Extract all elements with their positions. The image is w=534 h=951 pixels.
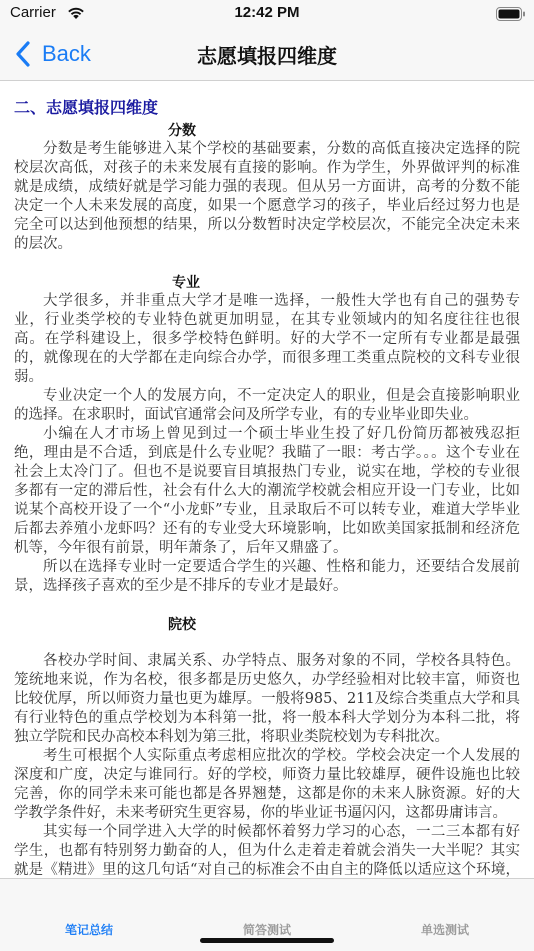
paragraph: 所以在选择专业时一定要适合学生的兴趣、性格和能力，还要结合发展前景，选择孩子喜欢的至少是不排斥的专业才是最好。 bbox=[14, 559, 520, 594]
clock: 12:42 PM bbox=[234, 4, 300, 21]
tab-single-choice-test[interactable]: 单选测试 bbox=[420, 923, 469, 937]
score-heading: 分数 bbox=[168, 123, 196, 139]
tab-short-answer-test[interactable]: 简答测试 bbox=[242, 923, 291, 937]
back-button[interactable] bbox=[14, 38, 91, 70]
battery-icon bbox=[496, 7, 526, 21]
major-heading: 专业 bbox=[172, 275, 200, 291]
status-bar bbox=[0, 0, 534, 28]
paragraph: 专业决定一个人的发展方向，不一定决定人的职业，但是会直接影响职业的选择。在求职时，面试官通常会问及所学专业，有的专业毕业即失业。 bbox=[14, 388, 520, 423]
home-indicator bbox=[200, 938, 334, 943]
paragraph: 小编在人才市场上曾见到过一个硕士毕业生投了好几份简历都被残忍拒绝，理由是不合适，到底是什么专业呢？我瞄了一眼：考古学。。。这个专业在社会上太冷门了。但也不是说要盲目填报热门专业，说实在地，学校的专业很多都有一定的滞后性，社会有什么大的潮流学校就会相应开设一门专业，比如说某个高校开设了一个“小龙虾”专业，且录取后不可以转专业，难道大学毕业后都去养殖小龙虾吗？还有的专业受大环境影响，比如欧美国家抵制和经济危机等，今年很有前景，明年萧条了，后年又鼎盛了。 bbox=[14, 426, 520, 556]
school-heading: 院校 bbox=[168, 617, 196, 633]
tab-notes-summary[interactable]: 笔记总结 bbox=[64, 923, 113, 937]
paragraph: 各校办学时间、隶属关系、办学特点、服务对象的不同，学校各具特色。笼统地来说，作为名校，很多都是历史悠久，办学经验相对比较丰富，师资也比较优厚，所以师资力量也更为雄厚。一般将985、211及综合类重点大学和具有行业特色的重点学校划为本科第一批，将一般本科大学划分为本科二批，将独立学院和民办高校本科划为第三批，将职业类院校划为专科批次。 bbox=[14, 653, 520, 745]
navigation-bar bbox=[0, 28, 534, 81]
paragraph: 分数是考生能够进入某个学校的基础要素，分数的高低直接决定选择的院校层次高低，对孩子的未来发展有直接的影响。作为学生，外界做评判的标准就是成绩，成绩好就是学习能力强的表现。但从另一方面讲，高考的分数不能决定一个人未来发展的高度，如果一个愿意学习的孩子，毕业后经过努力也是完全可以达到他预想的结果，所以分数暂时决定学校层次，不能完全决定未来的层次。 bbox=[14, 141, 520, 252]
carrier-label: Carrier bbox=[10, 4, 56, 21]
article-scroll-view[interactable] bbox=[0, 81, 534, 878]
chevron-left-icon bbox=[14, 40, 32, 68]
back-label: Back bbox=[42, 41, 91, 66]
section-heading: 二、志愿填报四维度 bbox=[14, 98, 159, 117]
page-title: 志愿填报四维度 bbox=[197, 46, 337, 68]
paragraph: 考生可根据个人实际重点考虑相应批次的学校。学校会决定一个人发展的深度和广度，决定与谁同行。好的学校，师资力量比较雄厚，硬件设施也比较完善，你的同学未来可能也都是各界翘楚，这都是你的未来人脉资源。好的大学教学条件好，未来考研究生更容易，你的毕业证书逼闪闪，这都毋庸讳言。 bbox=[14, 748, 520, 821]
paragraph: 其实每一个同学进入大学的时候都怀着努力学习的心态，一二三本都有好学生，也都有特别努力勤奋的人，但为什么走着走着就会消失一大半呢？其实就是《精进》里的这几句话“对自己的标准会不由自主的降低以适应这个环境， bbox=[14, 824, 520, 878]
paragraph: 大学很多，并非重点大学才是唯一选择，一般性大学也有自己的强势专业，行业类学校的专业特色就更加明显，在其专业领域内的知名度往往也很高。在学科建设上，很多学校特色鲜明。好的大学不一定所有专业都是最强的，就像现在的大学都在走向综合办学，而很多理工类重点院校的文科专业很弱。 bbox=[14, 293, 520, 385]
